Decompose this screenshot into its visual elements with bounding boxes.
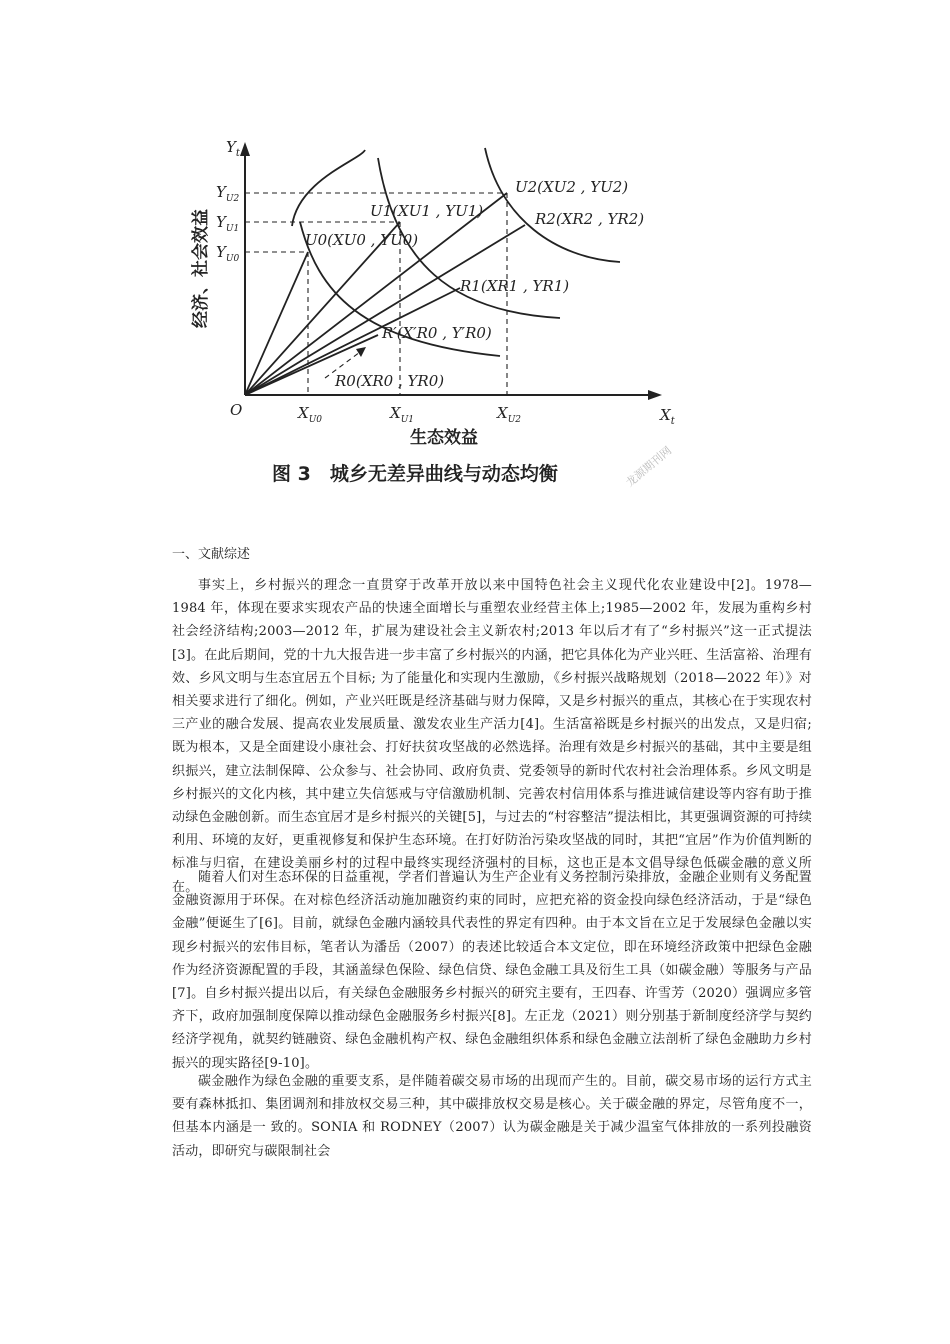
dashed-arrow-head	[356, 347, 366, 357]
point-label-u1: U1(XU1 , YU1)	[370, 202, 484, 220]
figure-indifference-curves	[0, 0, 950, 500]
paragraph-3-block	[172, 1070, 812, 1163]
y-tick-yu2: $Y_{U2}$	[216, 183, 240, 204]
curve-u0-tail	[292, 150, 365, 226]
point-label-u2: U2(XU2 , YU2)	[515, 178, 629, 196]
y-axis-arrow	[240, 142, 250, 156]
x-axis-symbol: $X_t$	[660, 406, 675, 427]
paragraph: 事实上，乡村振兴的理念一直贯穿于改革开放以来中国特色社会主义现代化农业建设中[2]。1978—1984 年，体现在要求实现农产品的快速全面增长与重塑农业经营主体上;1985—2002 年，发展为重构乡村社会经济结构;2003—2012 年，扩展为建设社会主义新农村;2013 年以后才有了“乡村振兴”这一正式提法[3]。在此后期间，党的十九大报告进一步丰富了乡村振兴的内涵，把它具体化为产业兴旺、生活富裕、治理有效、乡风文明与生态宜居五个目标; 为了能量化和实现内生激励，《乡村振兴战略规划（2018—2022 年）》对相关要求进行了细化。例如，产业兴旺既是经济基础与财力保障，又是乡村振兴的重点，其核心在于实现农村三产业的融合发展、提高农业发展质量、激发农业生产活力[4]。生活富裕既是乡村振兴的出发点，又是归宿;既为根本，又是全面建设小康社会、打好扶贫攻坚战的必然选择。治理有效是乡村振兴的基础，其中主要是组织振兴，建立法制保障、公众参与、社会协同、政府负责、党委领导的新时代农村社会治理体系。乡风文明是乡村振兴的文化内核，其中建立失信惩戒与守信激励机制、完善农村信用体系与推进诚信建设等内容有助于推动绿色金融创新。而生态宜居才是乡村振兴的关键[5]，与过去的“村容整洁”提法相比，其更强调资源的可持续利用、环境的友好，更重视修复和保护生态环境。在打好防治污染攻坚战的同时，其把“宜居”作为价值判断的标准与归宿，在建设美丽乡村的过程中最终实现经济强村的目标，这也正是本文倡导绿色低碳金融的意义所在。	[172, 578, 812, 895]
y-tick-yu1: $Y_{U1}$	[216, 213, 240, 234]
paragraph-1-block	[172, 574, 812, 899]
y-axis-symbol: $Y_t$	[226, 138, 240, 159]
paragraph: 碳金融作为绿色金融的重要支系，是伴随着碳交易市场的出现而产生的。目前，碳交易市场的运行方式主要有森林抵扣、集团调剂和排放权交易三种，其中碳排放权交易是核心。关于碳金融的界定，尽管角度不一，但基本内涵是一 致的。SONIA 和 RODNEY（2007）认为碳金融是关于减少温室气体排放的一系列投融资活动，即研究与碳限制社会	[172, 1074, 812, 1159]
curve-u2	[485, 148, 620, 262]
watermark: 龙源期刊网	[623, 443, 675, 490]
x-axis-arrow	[648, 390, 662, 400]
y-tick-yu0: $Y_{U0}$	[216, 243, 240, 264]
point-label-u0: U0(XU0 , YU0)	[305, 231, 419, 249]
paragraph: 随着人们对生态环保的日益重视，学者们普遍认为生产企业有义务控制污染排放，金融企业则有义务配置金融资源用于环保。在对棕色经济活动施加融资约束的同时，应把充裕的资金投向绿色经济活动，于是“绿色金融”便诞生了[6]。目前，就绿色金融内涵较具代表性的界定有四种。由于本文旨在立足于发展绿色金融以实现乡村振兴的宏伟目标，笔者认为潘岳（2007）的表述比较适合本文定位，即在环境经济政策中把绿色金融作为经济资源配置的手段，其涵盖绿色保险、绿色信贷、绿色金融工具及衍生工具（如碳金融）等服务与产品[7]。自乡村振兴提出以后，有关绿色金融服务乡村振兴的研究主要有，王四春、许雪芳（2020）强调应多管齐下，政府加强制度保障以推动绿色金融服务乡村振兴[8]。左正龙（2021）则分别基于新制度经济学与契约经济学视角，就契约链融资、绿色金融机构产权、绿色金融组织体系和绿色金融立法剖析了绿色金融助力乡村振兴的现实路径[9-10]。	[172, 870, 812, 1071]
x-axis-title: 生态效益	[410, 428, 478, 448]
point-label-r0: R0(XR0 , YR0)	[335, 372, 445, 390]
section-heading: 一、文献综述	[172, 547, 251, 562]
paragraph-2-block	[172, 866, 812, 1075]
origin-label: O	[230, 401, 243, 419]
x-tick-xu2: $X_{U2}$	[497, 404, 521, 425]
x-tick-xu0: $X_{U0}$	[298, 404, 322, 425]
point-label-r1: R1(XR1 , YR1)	[460, 277, 570, 295]
point-label-r2: R2(XR2 , YR2)	[535, 210, 645, 228]
figure-caption: 图 3 城乡无差异曲线与动态均衡	[272, 463, 558, 485]
x-tick-xu1: $X_{U1}$	[390, 404, 414, 425]
ray-u0	[245, 252, 308, 395]
ray-r2	[245, 225, 525, 395]
point-label-rp: R′(X′R0 , Y′R0)	[382, 324, 492, 342]
y-axis-title: 经济、社会效益	[191, 209, 211, 328]
